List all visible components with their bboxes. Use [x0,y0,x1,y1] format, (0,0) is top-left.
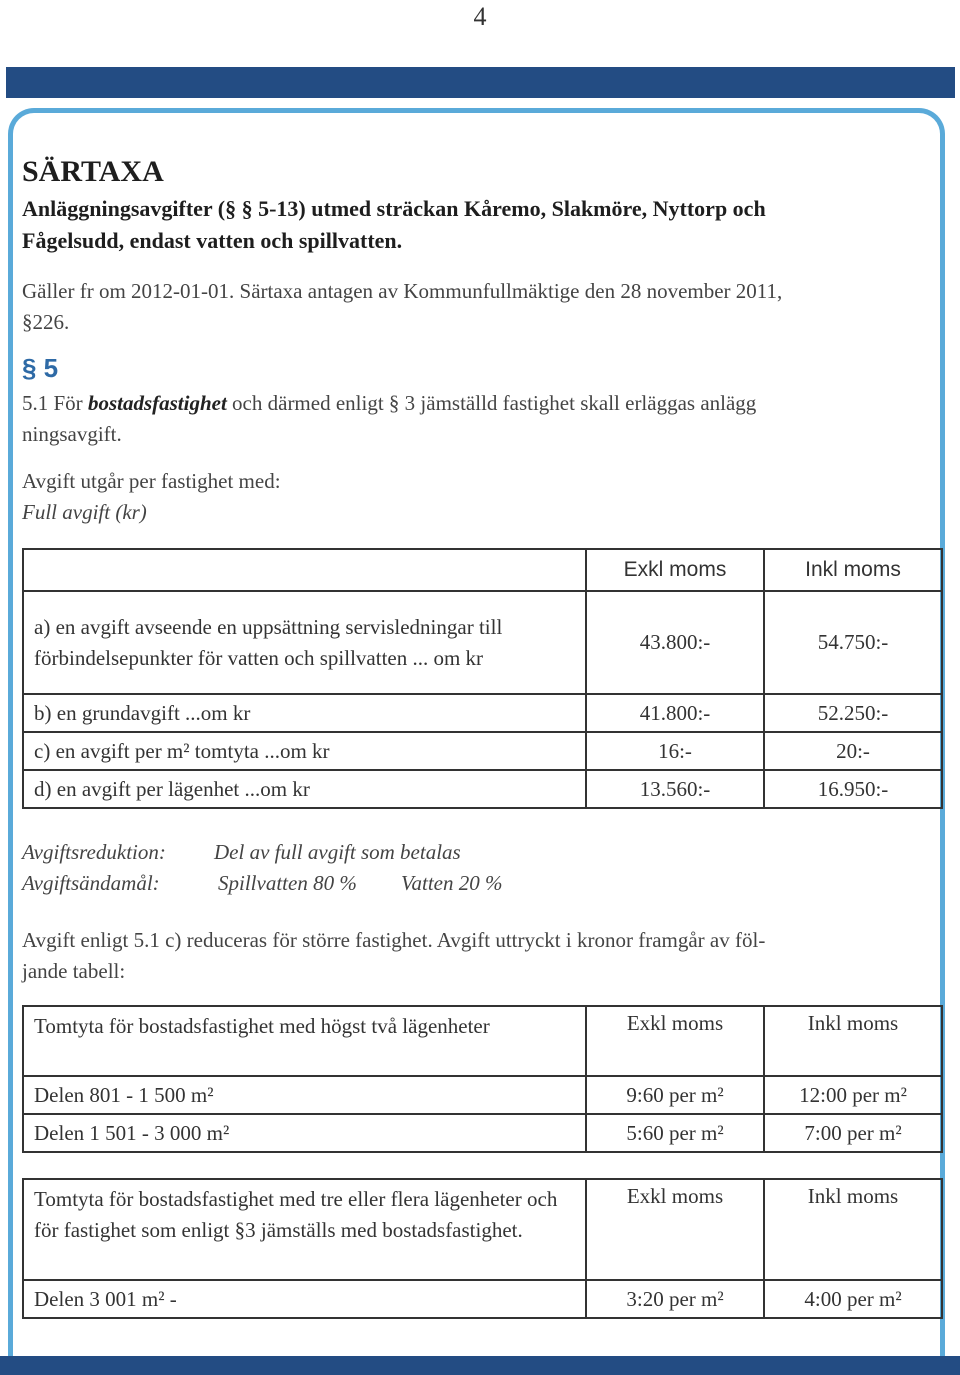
validity-line1: Gäller fr om 2012-01-01. Särtaxa antagen av Kommunfullmäktige den 28 november 2011, [22,279,783,303]
area-table-three-units [22,1178,943,1319]
page-title: SÄRTAXA [22,155,164,188]
reduction-value: Del av full avgift som betalas [214,840,461,864]
table-row [23,1076,942,1114]
row-exkl: 3:20 per m² [586,1280,764,1318]
page-number: 4 [473,2,487,31]
table-row [23,770,942,808]
header-bar [6,67,955,98]
table-row [23,732,942,770]
row-label: b) en grundavgift ...om kr [23,694,586,732]
row-exkl: 5:60 per m² [586,1114,764,1152]
note-line1: Avgift enligt 5.1 c) reduceras för större fastighet. Avgift uttryckt i kronor framgår av föl- [22,928,766,952]
subheading-line2: Fågelsudd, endast vatten och spillvatten. [22,228,403,253]
section-heading: § 5 [22,353,59,383]
area-table-two-units [22,1005,943,1153]
row-exkl: 43.800:- [586,591,764,694]
column-header-exkl: Exkl moms [586,1179,764,1280]
purpose-vatten: Vatten 20 % [401,871,503,895]
paragraph-prefix: 5.1 För [22,391,83,415]
paragraph-5-1-line2: ningsavgift. [22,422,122,446]
row-inkl: 16.950:- [764,770,942,808]
row-label: Delen 801 - 1 500 m² [23,1076,586,1114]
row-label: c) en avgift per m² tomtyta ...om kr [23,732,586,770]
row-inkl: 7:00 per m² [764,1114,942,1152]
paragraph-rest: och därmed enligt § 3 jämställd fastighet skall erläggas anlägg [232,391,757,415]
column-header-inkl: Inkl moms [764,1006,942,1076]
table-header-label: Tomtyta för bostadsfastighet med tre eller flera lägenheter och för fastighet som enligt §3 jämställs med bostadsfastighet. [23,1179,586,1280]
row-label: a) en avgift avseende en uppsättning servisledningar till förbindelsepunkter för vatten och spillvatten ... om kr [23,591,586,694]
note-line2: jande tabell: [22,959,126,983]
row-label: Delen 3 001 m² - [23,1280,586,1318]
reduction-label: Avgiftsreduktion: [22,840,166,864]
footer-bar [0,1356,960,1375]
row-exkl: 9:60 per m² [586,1076,764,1114]
column-header-exkl: Exkl moms [586,549,764,591]
table-row [23,1280,942,1318]
row-exkl: 41.800:- [586,694,764,732]
table-header-label: Tomtyta för bostadsfastighet med högst två lägenheter [23,1006,586,1076]
table-header-blank [23,549,586,591]
table-row [23,1114,942,1152]
row-inkl: 52.250:- [764,694,942,732]
table-row [23,591,942,694]
purpose-spillvatten: Spillvatten 80 % [218,871,357,895]
row-exkl: 13.560:- [586,770,764,808]
row-inkl: 12:00 per m² [764,1076,942,1114]
row-inkl: 54.750:- [764,591,942,694]
column-header-exkl: Exkl moms [586,1006,764,1076]
subheading-line1: Anläggningsavgifter (§ § 5-13) utmed sträckan Kåremo, Slakmöre, Nyttorp och [22,196,766,221]
fee-table [22,548,943,809]
row-label: d) en avgift per lägenhet ...om kr [23,770,586,808]
table-header-row [23,549,942,591]
purpose-label: Avgiftsändamål: [22,871,160,895]
row-inkl: 20:- [764,732,942,770]
table-header-row [23,1006,942,1076]
table-header-row [23,1179,942,1280]
row-exkl: 16:- [586,732,764,770]
paragraph-5-1 [22,391,756,416]
row-inkl: 4:00 per m² [764,1280,942,1318]
column-header-inkl: Inkl moms [764,549,942,591]
paragraph-bold-term: bostadsfastighet [87,391,227,415]
fee-intro: Avgift utgår per fastighet med: [22,469,281,493]
validity-line2: §226. [22,310,70,334]
full-fee-label: Full avgift (kr) [22,500,147,524]
row-label: Delen 1 501 - 3 000 m² [23,1114,586,1152]
table-row [23,694,942,732]
column-header-inkl: Inkl moms [764,1179,942,1280]
